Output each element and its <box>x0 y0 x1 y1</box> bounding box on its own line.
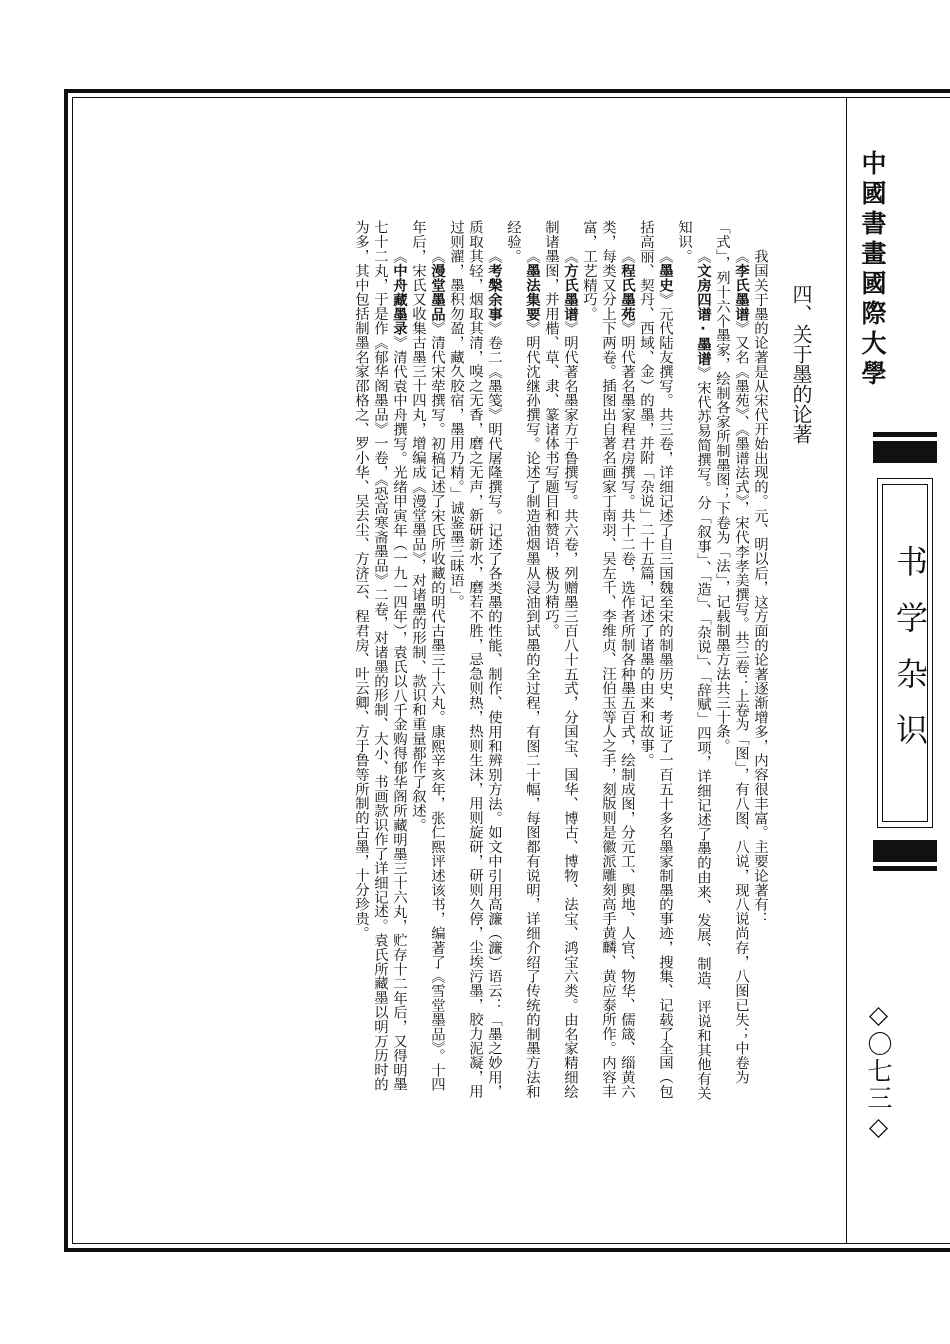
entry-title: 考槃余事 <box>486 263 502 321</box>
title-close-mark: 》 <box>619 320 635 336</box>
title-open-mark: 《 <box>486 248 502 264</box>
emblem-top-rule <box>873 432 937 437</box>
entry-title: 李氏墨谱 <box>733 263 749 321</box>
page-number: ◇〇七三◇ <box>864 1000 893 1143</box>
title-close-mark: 》 <box>524 320 540 336</box>
entry-fang-shi-mopu <box>541 220 579 1100</box>
title-open-mark: 《 <box>733 248 749 264</box>
entry-text: 又名《墨苑》、《墨谱法式》，宋代李孝美撰写。共三卷：上卷为「图」，有八图、八说，现八说尚存，八图已失；中卷为「式」，列十六个墨家，绘制各家所制墨图；下卷为「法」，记载制墨方法共三十条。 <box>714 220 749 1085</box>
entry-text: 清代袁中舟撰写。光绪甲寅年（一九一四年），袁氏以八千金购得郁华阁所藏明墨三十六丸，贮存十二年后，又得明墨七十二丸，于是作《郁华阁墨品》一卷，《恐高寒斋墨品》二卷，对诸墨的形制、大小、书画款识作了详细记述。袁氏所藏墨以明万历时的为多，其中包括制墨名家邵格之、罗小华、吴去尘、方济云、程君房、叶云卿、方于鲁等所制的古墨，十分珍贵。 <box>353 220 407 1092</box>
entry-moshi <box>636 220 674 1100</box>
entry-text: 元代陆友撰写。共三卷，详细记述了自三国魏至宋的制墨历史，考证了一百五十多名墨家制墨的事迹，搜集、记载了全国（包括高丽、契丹、西域、金）的墨，并附「杂说」二十五篇，记述了诸墨的由来和故事。 <box>638 220 673 1099</box>
title-close-mark: 》 <box>486 320 502 336</box>
entry-cheng-shi-moyuan <box>579 220 636 1100</box>
title-open-mark: 《 <box>619 248 635 264</box>
entry-title: 程氏墨苑 <box>619 263 635 321</box>
entry-mofa-jiyao <box>503 220 541 1100</box>
emblem-top-bar <box>873 441 937 463</box>
title-open-mark: 《 <box>524 248 540 264</box>
entry-text: 卷二《墨笺》明代屠隆撰写。记述了各类墨的性能、制作、使用和辨别方法。如文中引用高濂（濂）语云：「墨之妙用，质取其轻，烟取其清，嗅之无香，磨之无声，新研新水，磨若不胜，忌急则热，热则生沫，用则旋研，研则久停，尘埃污墨，胶力泥凝，用过则濯，墨积勿盈，藏久胶宿，墨用乃精。」诚鉴墨三昧语」。 <box>448 220 502 1099</box>
entry-mantang-mopin <box>408 220 446 1100</box>
title-open-mark: 《 <box>695 248 711 264</box>
title-open-mark: 《 <box>391 248 407 264</box>
title-close-mark: 》 <box>733 320 749 336</box>
intro-paragraph: 我国关于墨的论著是从宋代开始出现的。元、明以后，这方面的论著逐渐增多，内容很丰富。主要论著有： <box>752 248 768 926</box>
entry-kaopan-yushi <box>446 220 503 1100</box>
entry-text: 清代宋荦撰写。初稿记述了宋氏所收藏的明代古墨三十六丸。康熙辛亥年，张仁熙评述该书，编著了《雪堂墨品》。十四年后，宋氏又收集古墨三十四丸，增编成《漫堂墨品》，对诸墨的形制、款识和重量都作了叙述。 <box>410 220 445 1092</box>
entry-li-shi-mopu <box>712 220 750 1100</box>
entry-text: 明代沈继孙撰写。论述了制造油烟墨从浸油到试墨的全过程，有图二十幅，每图都有说明，详细介绍了传统的制墨方法和经验。 <box>505 220 540 1099</box>
title-close-mark: 》 <box>562 320 578 336</box>
section-heading: 四、关于墨的论著 <box>789 284 813 444</box>
entry-title: 方氏墨谱 <box>562 263 578 321</box>
entry-wenfang-sipu <box>674 220 712 1100</box>
title-open-mark: 《 <box>562 248 578 264</box>
title-open-mark: 《 <box>429 248 445 264</box>
entry-text: 宋代苏易简撰写。分「叙事」、「造」、「杂说」、「辞赋」四项，详细记述了墨的由来、发展、制造、评说和其他有关知识。 <box>676 220 711 1101</box>
spine-divider <box>846 97 847 1244</box>
title-close-mark: 》 <box>695 365 711 381</box>
entry-zhongzhou-cangmolu <box>351 220 408 1100</box>
article-body <box>120 220 813 1101</box>
title-close-mark: 》 <box>429 320 445 336</box>
entry-title: 漫堂墨品 <box>429 263 445 321</box>
emblem-bottom-rule <box>873 866 937 871</box>
entry-text: 明代著名墨家方于鲁撰写。共六卷，列赠墨三百八十五式，分国宝、国华、博古、博物、法宝、鸿宝六类。由名家精细绘制诸墨图，并用楷、草、隶、篆诸体书写题目和赞语，极为精巧。 <box>543 220 578 1099</box>
entry-title: 中舟藏墨录 <box>391 263 407 336</box>
title-open-mark: 《 <box>657 248 673 264</box>
series-title: 中國書畫國際大學 <box>858 150 887 390</box>
entry-title: 文房四谱·墨谱 <box>695 263 711 366</box>
title-close-mark: 》 <box>657 292 673 307</box>
entry-text: 明代著名墨家程君房撰写。共十二卷，选作者所制各种墨五百式，绘制成图，分元工、舆地、人官、物华、儒箴、缁黄六类，每类又分上下两卷。插图出自著名画家丁南羽、吴左千、李维贞、汪伯玉等人之手，刻版则是徽派雕刻高手黄麟、黄应泰所作。内容丰富，工艺精巧。 <box>581 220 635 1099</box>
entry-title: 墨法集要 <box>524 263 540 321</box>
book-title: 书学杂识 <box>891 545 929 769</box>
entry-title: 墨史 <box>657 263 673 293</box>
emblem-bottom-bar <box>873 840 937 862</box>
title-close-mark: 》 <box>391 335 407 350</box>
